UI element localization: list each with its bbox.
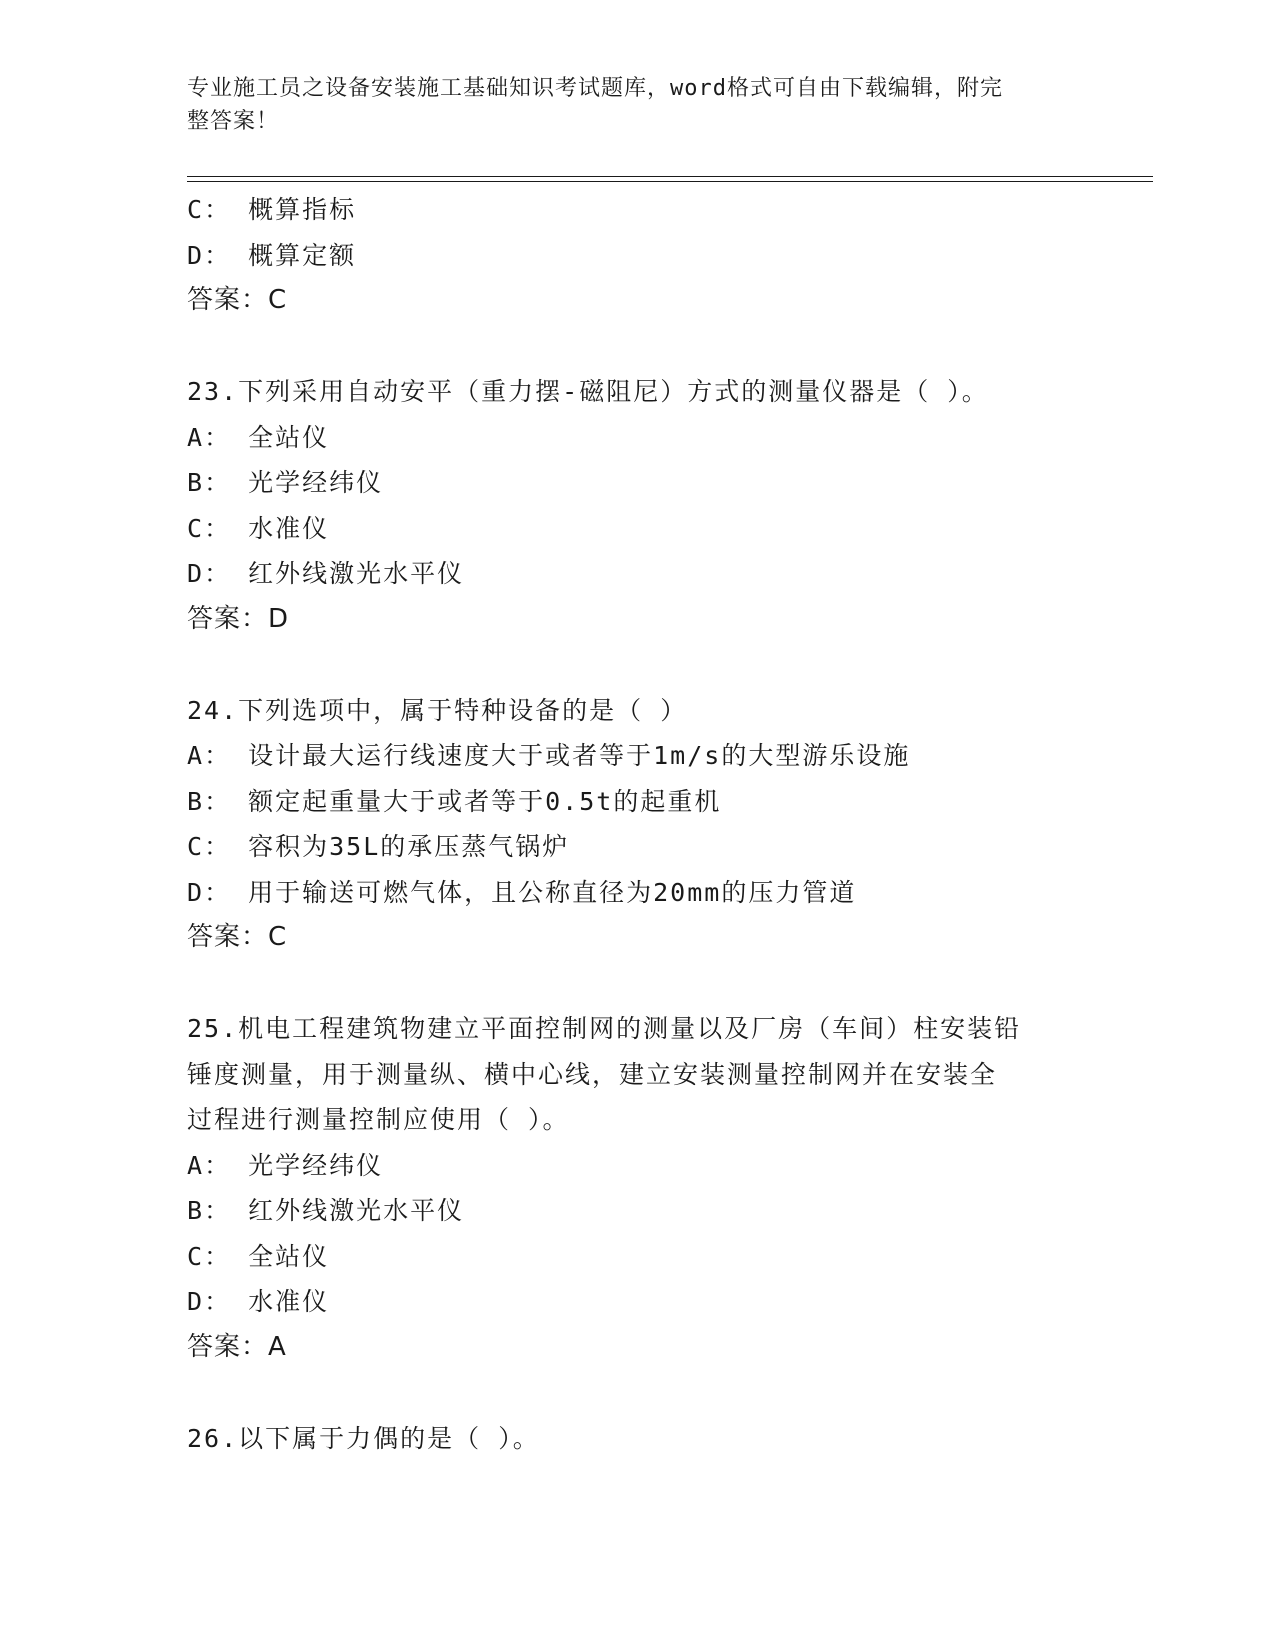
option-letter: C xyxy=(187,513,205,543)
question-gap xyxy=(187,1370,1087,1416)
answer-line xyxy=(187,597,1087,643)
option-text: 容积为35L的承压蒸气锅炉 xyxy=(248,832,570,861)
page-header xyxy=(187,72,1067,138)
option-b: B： 光学经纬仪 xyxy=(187,468,384,497)
question-stem-continued: 过程进行测量控制应使用（ ）。 xyxy=(187,1105,570,1134)
question-number: 23. xyxy=(187,377,239,406)
option-letter: D xyxy=(187,1287,205,1316)
option-text: 红外线激光水平仪 xyxy=(248,559,465,588)
option-letter: B xyxy=(187,468,205,497)
question-stem xyxy=(187,1416,1087,1462)
option-c: C： 概算指标 xyxy=(187,195,357,224)
option-a: A： 光学经纬仪 xyxy=(187,1150,384,1180)
answer-value: D xyxy=(268,603,290,634)
question-gap xyxy=(187,324,1087,370)
question-24 xyxy=(187,688,1087,961)
option-a: A： 全站仪 xyxy=(187,422,330,452)
option-letter: D xyxy=(187,877,205,907)
header-line-1: 专业施工员之设备安装施工基础知识考试题库，word格式可自由下载编辑，附完 xyxy=(187,76,1003,101)
option-letter: A xyxy=(187,741,205,770)
option-text: 光学经纬仪 xyxy=(248,468,384,497)
option-letter: B xyxy=(187,786,205,816)
question-number: 25. xyxy=(187,1014,239,1043)
option-d: D： 红外线激光水平仪 xyxy=(187,559,465,588)
option-text: 概算指标 xyxy=(248,195,357,224)
option-d: D： 水准仪 xyxy=(187,1287,330,1316)
question-gap xyxy=(187,961,1087,1007)
question-gap xyxy=(187,642,1087,688)
question-stem xyxy=(187,1006,1087,1052)
option-b: B： 红外线激光水平仪 xyxy=(187,1196,465,1225)
answer-line xyxy=(187,1325,1087,1371)
option-letter: B xyxy=(187,1196,205,1225)
option-c: C： 容积为35L的承压蒸气锅炉 xyxy=(187,832,570,861)
option-text: 概算定额 xyxy=(248,240,357,270)
answer-line xyxy=(187,278,1087,324)
option-text: 额定起重量大于或者等于0.5t的起重机 xyxy=(248,786,722,816)
partial-question xyxy=(187,187,1087,324)
option-text: 设计最大运行线速度大于或者等于1m/s的大型游乐设施 xyxy=(248,741,911,770)
option-letter: D xyxy=(187,240,205,270)
option-letter: A xyxy=(187,422,205,452)
question-list xyxy=(187,187,1087,1461)
answer-value: C xyxy=(268,922,288,952)
answer-label: 答案： xyxy=(187,1331,269,1362)
option-b: B： 额定起重量大于或者等于0.5t的起重机 xyxy=(187,786,722,816)
question-number: 24. xyxy=(187,695,239,725)
question-23 xyxy=(187,369,1087,642)
answer-line xyxy=(187,915,1087,961)
question-stem xyxy=(187,369,1087,415)
answer-label: 答案： xyxy=(187,603,269,634)
question-stem-continued: 锤度测量，用于测量纵、横中心线，建立安装测量控制网并在安装全 xyxy=(187,1059,998,1089)
option-text: 水准仪 xyxy=(248,1287,330,1316)
option-a: A： 设计最大运行线速度大于或者等于1m/s的大型游乐设施 xyxy=(187,741,911,770)
option-text: 水准仪 xyxy=(248,513,330,543)
question-stem-line: 以下属于力偶的是（ ）。 xyxy=(238,1423,540,1453)
answer-label: 答案： xyxy=(187,285,269,315)
header-divider-bottom xyxy=(187,181,1153,182)
option-text: 红外线激光水平仪 xyxy=(248,1196,465,1225)
header-divider-top xyxy=(187,176,1153,177)
option-text: 全站仪 xyxy=(248,422,330,452)
answer-value: A xyxy=(268,1331,287,1362)
question-stem xyxy=(187,688,1087,734)
option-letter: C xyxy=(187,832,205,861)
option-letter: D xyxy=(187,559,205,588)
option-d: D： 用于输送可燃气体，且公称直径为20mm的压力管道 xyxy=(187,877,857,907)
option-letter: C xyxy=(187,1241,205,1271)
question-stem-line: 机电工程建筑物建立平面控制网的测量以及厂房（车间）柱安装铅 xyxy=(238,1014,1022,1043)
option-text: 光学经纬仪 xyxy=(248,1150,384,1180)
option-c: C： 全站仪 xyxy=(187,1241,330,1271)
option-c: C： 水准仪 xyxy=(187,513,330,543)
answer-label: 答案： xyxy=(187,922,269,952)
option-letter: C xyxy=(187,195,205,224)
option-letter: A xyxy=(187,1150,205,1180)
question-26 xyxy=(187,1416,1087,1462)
question-stem-line: 下列选项中，属于特种设备的是（ ） xyxy=(238,695,688,725)
question-number: 26. xyxy=(187,1423,239,1453)
question-25 xyxy=(187,1006,1087,1370)
header-line-2: 整答案！ xyxy=(187,109,280,134)
option-d: D： 概算定额 xyxy=(187,240,357,270)
answer-value: C xyxy=(268,285,288,315)
question-stem-line: 下列采用自动安平（重力摆-磁阻尼）方式的测量仪器是（ ）。 xyxy=(238,377,989,406)
option-text: 全站仪 xyxy=(248,1241,330,1271)
option-text: 用于输送可燃气体，且公称直径为20mm的压力管道 xyxy=(248,877,857,907)
